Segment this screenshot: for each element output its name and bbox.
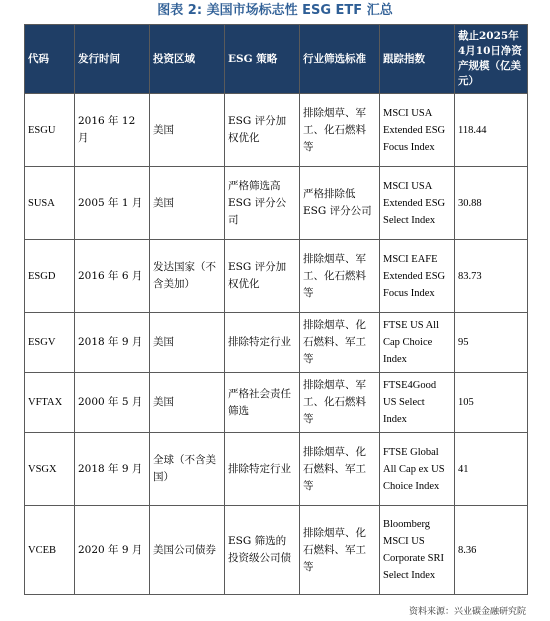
- table-row: [25, 167, 528, 240]
- cell-date: 2000 年 5 月: [75, 373, 150, 433]
- cell-code: VCEB: [25, 506, 75, 595]
- cell-aum: 83.73: [455, 240, 528, 313]
- header-row: [25, 25, 528, 94]
- cell-screen: 严格排除低 ESG 评分公司: [300, 167, 380, 240]
- cell-region: 美国: [150, 167, 225, 240]
- cell-index: FTSE US All Cap Choice Index: [380, 313, 455, 373]
- cell-strategy: 严格筛选高 ESG 评分公司: [225, 167, 300, 240]
- cell-code: SUSA: [25, 167, 75, 240]
- cell-region: 美国公司债券: [150, 506, 225, 595]
- col-header-code: 代码: [25, 25, 75, 94]
- cell-screen: 排除烟草、化石燃料、军工等: [300, 313, 380, 373]
- cell-region: 全球（不含美国）: [150, 433, 225, 506]
- table-row: [25, 506, 528, 595]
- cell-index: MSCI EAFE Extended ESG Focus Index: [380, 240, 455, 313]
- col-header-strategy: ESG 策略: [225, 25, 300, 94]
- cell-aum: 118.44: [455, 94, 528, 167]
- cell-aum: 105: [455, 373, 528, 433]
- cell-code: VFTAX: [25, 373, 75, 433]
- cell-code: ESGD: [25, 240, 75, 313]
- cell-date: 2018 年 9 月: [75, 433, 150, 506]
- cell-index: Bloomberg MSCI US Corporate SRI Select Index: [380, 506, 455, 595]
- cell-index: FTSE Global All Cap ex US Choice Index: [380, 433, 455, 506]
- cell-screen: 排除烟草、化石燃料、军工等: [300, 506, 380, 595]
- cell-date: 2016 年 6 月: [75, 240, 150, 313]
- table-row: [25, 373, 528, 433]
- cell-code: ESGU: [25, 94, 75, 167]
- table-row: [25, 433, 528, 506]
- col-header-aum: 截止2025年4月10日净资产规模（亿美元）: [455, 25, 528, 94]
- cell-code: ESGV: [25, 313, 75, 373]
- cell-date: 2016 年 12 月: [75, 94, 150, 167]
- cell-strategy: ESG 评分加权优化: [225, 240, 300, 313]
- cell-screen: 排除烟草、军工、化石燃料等: [300, 373, 380, 433]
- col-header-region: 投资区域: [150, 25, 225, 94]
- cell-strategy: 排除特定行业: [225, 433, 300, 506]
- cell-screen: 排除烟草、军工、化石燃料等: [300, 94, 380, 167]
- cell-date: 2018 年 9 月: [75, 313, 150, 373]
- cell-aum: 95: [455, 313, 528, 373]
- cell-date: 2020 年 9 月: [75, 506, 150, 595]
- cell-aum: 8.36: [455, 506, 528, 595]
- table-row: [25, 94, 528, 167]
- cell-region: 美国: [150, 373, 225, 433]
- col-header-screen: 行业筛选标准: [300, 25, 380, 94]
- cell-screen: 排除烟草、化石燃料、军工等: [300, 433, 380, 506]
- cell-aum: 41: [455, 433, 528, 506]
- esg-etf-table: [24, 24, 528, 595]
- cell-region: 美国: [150, 313, 225, 373]
- table-row: [25, 240, 528, 313]
- cell-date: 2005 年 1 月: [75, 167, 150, 240]
- cell-strategy: ESG 评分加权优化: [225, 94, 300, 167]
- cell-strategy: 排除特定行业: [225, 313, 300, 373]
- col-header-index: 跟踪指数: [380, 25, 455, 94]
- cell-aum: 30.88: [455, 167, 528, 240]
- table-row: [25, 313, 528, 373]
- cell-region: 美国: [150, 94, 225, 167]
- cell-screen: 排除烟草、军工、化石燃料等: [300, 240, 380, 313]
- cell-code: VSGX: [25, 433, 75, 506]
- cell-index: FTSE4Good US Select Index: [380, 373, 455, 433]
- source-note: 资料来源：兴业碳金融研究院: [408, 607, 526, 617]
- cell-strategy: ESG 筛选的投资级公司债: [225, 506, 300, 595]
- cell-region: 发达国家（不含美加）: [150, 240, 225, 313]
- cell-index: MSCI USA Extended ESG Select Index: [380, 167, 455, 240]
- figure-title: 图表 2: 美国市场标志性 ESG ETF 汇总: [157, 3, 393, 18]
- cell-index: MSCI USA Extended ESG Focus Index: [380, 94, 455, 167]
- cell-strategy: 严格社会责任筛选: [225, 373, 300, 433]
- col-header-date: 发行时间: [75, 25, 150, 94]
